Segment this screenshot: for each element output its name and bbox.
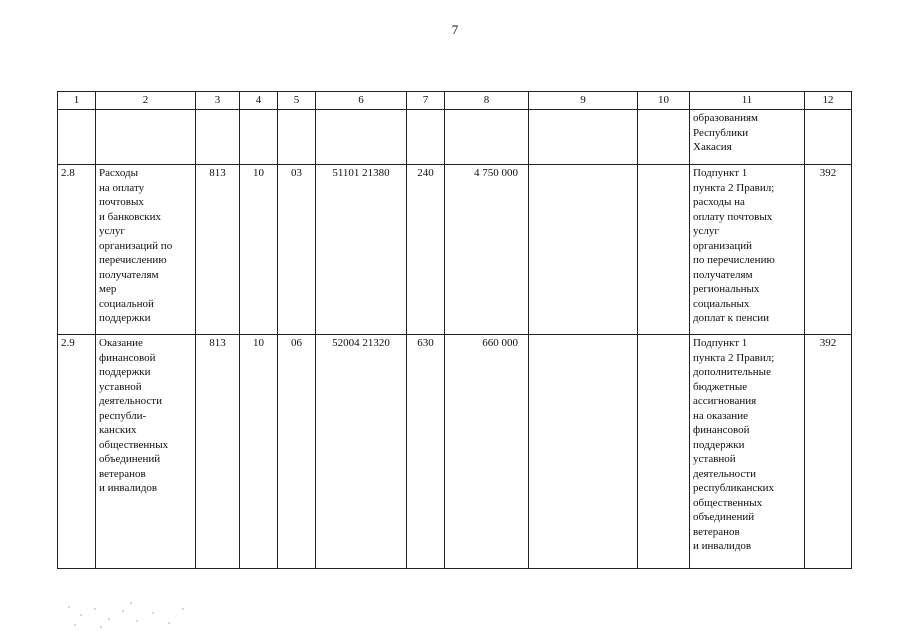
column-header-7: 7 [407,92,445,110]
cell-subsection-code: 03 [278,165,316,335]
cell-legal-basis: образованиям Республики Хакасия [690,110,805,165]
cell-column-12: 392 [805,335,852,569]
column-number-header-row [58,92,852,110]
cell-department-code: 813 [196,335,240,569]
column-header-2: 2 [96,92,196,110]
cell-amount: 4 750 000 [445,165,529,335]
cell-amount [445,110,529,165]
column-header-1: 1 [58,92,96,110]
column-header-11: 11 [690,92,805,110]
cell-expense-type-code [407,110,445,165]
cell-item-number [58,110,96,165]
cell-column-9 [529,165,638,335]
column-header-8: 8 [445,92,529,110]
table-row-2-9 [58,335,852,569]
cell-expense-name: Оказание финансовой поддержки уставной деятельности республи- канских общественных объединений ветеранов и инвалидов [96,335,196,569]
cell-department-code [196,110,240,165]
cell-section-code: 10 [240,165,278,335]
cell-subsection-code [278,110,316,165]
cell-column-9 [529,335,638,569]
cell-section-code: 10 [240,335,278,569]
cell-target-article-code: 52004 21320 [316,335,407,569]
column-header-12: 12 [805,92,852,110]
cell-column-10 [638,335,690,569]
cell-subsection-code: 06 [278,335,316,569]
column-header-5: 5 [278,92,316,110]
column-header-4: 4 [240,92,278,110]
scan-artifact-marks [64,600,204,630]
cell-target-article-code: 51101 21380 [316,165,407,335]
page-number: 7 [451,22,459,37]
cell-amount: 660 000 [445,335,529,569]
cell-legal-basis: Подпункт 1 пункта 2 Правил; расходы на оплату почтовых услуг организаций по перечислению получателям региональных социальных доплат к пенсии [690,165,805,335]
cell-column-12 [805,110,852,165]
column-header-6: 6 [316,92,407,110]
table-row-continuation [58,110,852,165]
cell-expense-type-code: 630 [407,335,445,569]
cell-column-12: 392 [805,165,852,335]
cell-expense-name: Расходы на оплату почтовых и банковских услуг организаций по перечислению получателям мер социальной поддержки [96,165,196,335]
cell-section-code [240,110,278,165]
budget-allocation-table [57,91,852,569]
cell-target-article-code [316,110,407,165]
cell-column-9 [529,110,638,165]
table-row-2-8 [58,165,852,335]
cell-item-number: 2.8 [58,165,96,335]
cell-column-10 [638,110,690,165]
column-header-3: 3 [196,92,240,110]
column-header-10: 10 [638,92,690,110]
cell-item-number: 2.9 [58,335,96,569]
cell-expense-type-code: 240 [407,165,445,335]
cell-legal-basis: Подпункт 1 пункта 2 Правил; дополнительные бюджетные ассигнования на оказание финансовой поддержки уставной деятельности республиканских общественных объединений ветеранов и инвалидов [690,335,805,569]
cell-column-10 [638,165,690,335]
cell-expense-name [96,110,196,165]
cell-department-code: 813 [196,165,240,335]
column-header-9: 9 [529,92,638,110]
